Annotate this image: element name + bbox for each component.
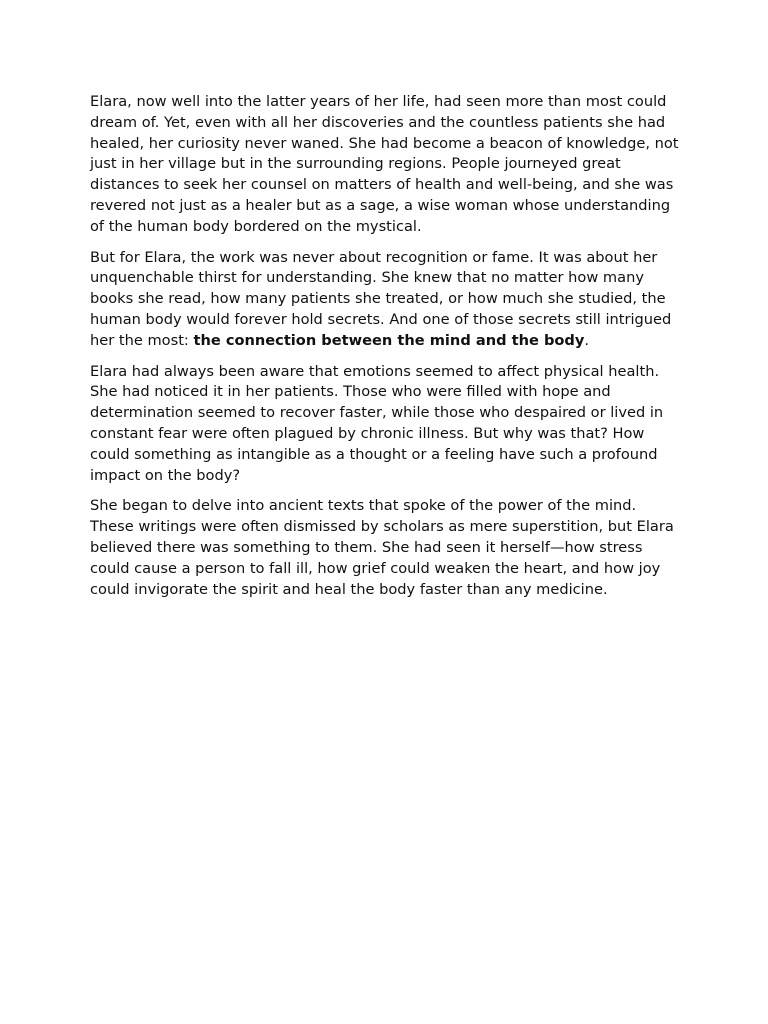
paragraph-2 <box>90 248 682 352</box>
paragraph-2-text-before: But for Elara, the work was never about recognition or fame. It was about her unquenchable thirst for understanding. She knew that no matter how many books she read, how many patients she treated, or how much she studied, the human body would forever hold secrets. And one of those secrets still intrigued her the most: <box>90 248 672 349</box>
paragraph-2-bold-phrase: the connection between the mind and the body <box>193 331 585 349</box>
paragraph-4: She began to delve into ancient texts that spoke of the power of the mind. These writings were often dismissed by scholars as mere superstition, but Elara believed there was something to them. She had seen it herself—how stress could cause a person to fall ill, how grief could weaken the heart, and how joy could invigorate the spirit and heal the body faster than any medicine. <box>90 497 674 598</box>
document-body <box>90 92 682 610</box>
paragraph-2-text-after: . <box>584 331 590 349</box>
paragraph-3: Elara had always been aware that emotions seemed to affect physical health. She had noticed it in her patients. Those who were filled with hope and determination seemed to recover faster, while those who despaired or lived in constant fear were often plagued by chronic illness. But why was that? How could something as intangible as a thought or a feeling have such a profound impact on the body? <box>90 362 664 484</box>
paragraph-1: Elara, now well into the latter years of her life, had seen more than most could dream of. Yet, even with all her discoveries and the countless patients she had healed, her curiosity never waned. She had become a beacon of knowledge, not just in her village but in the surrounding regions. People journeyed great distances to seek her counsel on matters of health and well-being, and she was revered not just as a healer but as a sage, a wise woman whose understanding of the human body bordered on the mystical. <box>90 93 679 235</box>
